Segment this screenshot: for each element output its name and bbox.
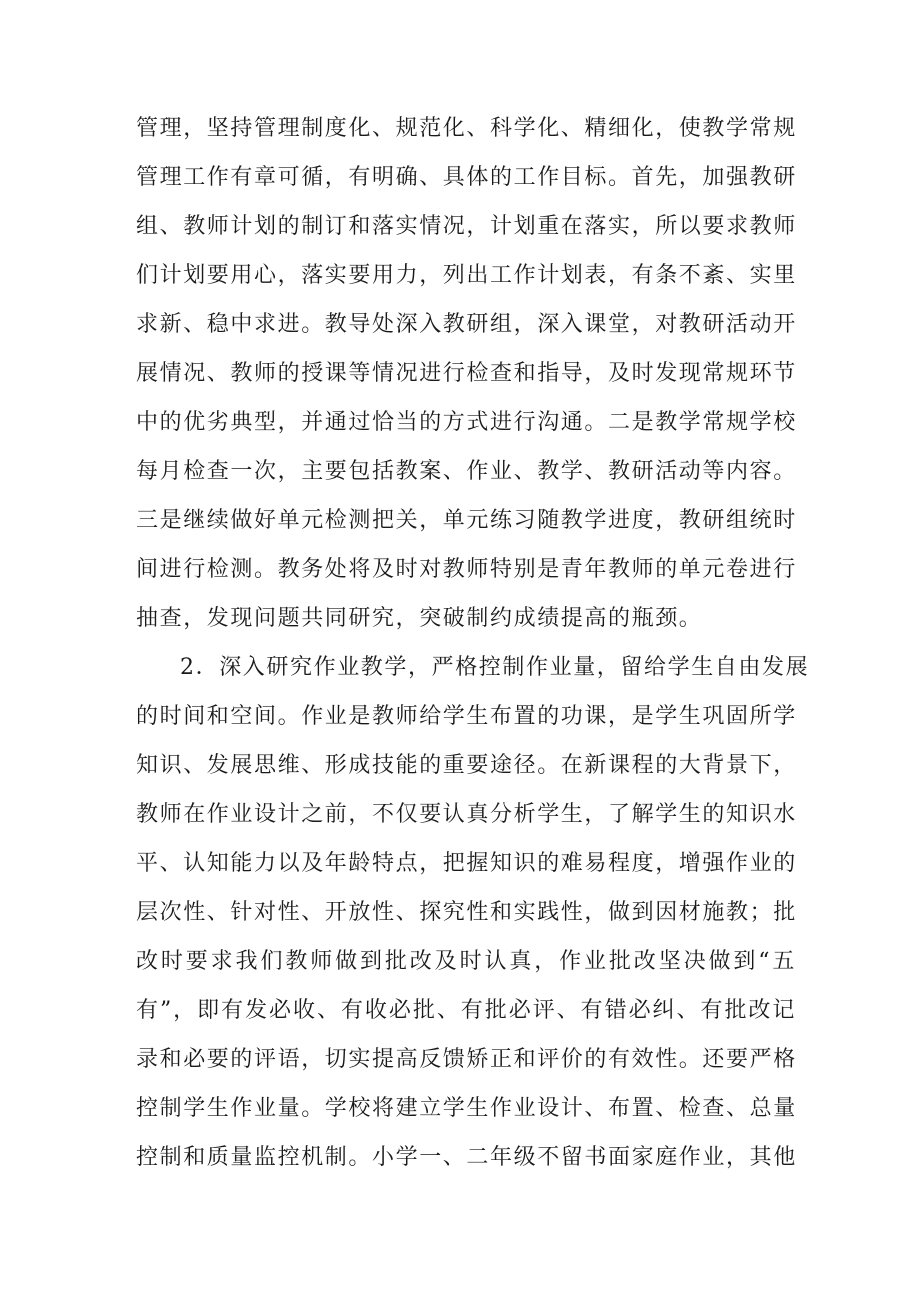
text-line: 控制和质量监控机制。小学一、二年级不留书面家庭作业，其他: [136, 1145, 797, 1170]
text-line: 三是继续做好单元检测把关，单元练习随教学进度，教研组统时: [136, 508, 797, 533]
text-line: 间进行检测。教务处将及时对教师特别是青年教师的单元卷进行: [136, 557, 797, 582]
text-line: 层次性、针对性、开放性、探究性和实践性，做到因材施教；批: [136, 900, 797, 925]
text-line: 中的优劣典型，并通过恰当的方式进行沟通。二是教学常规学校: [136, 410, 797, 435]
text-line: 抽查，发现问题共同研究，突破制约成绩提高的瓶颈。: [136, 606, 703, 631]
text-line: 有”，即有发必收、有收必批、有批必评、有错必纠、有批改记: [136, 998, 796, 1023]
paragraph-1: [136, 104, 796, 643]
text-line: 管理工作有章可循，有明确、具体的工作目标。首先，加强教研: [136, 165, 797, 190]
text-line: 管理，坚持管理制度化、规范化、科学化、精细化，使教学常规: [136, 116, 797, 141]
text-line: 知识、发展思维、形成技能的重要途径。在新课程的大背景下，: [136, 753, 797, 778]
text-line: 改时要求我们教师做到批改及时认真，作业批改坚决做到“五: [136, 949, 796, 974]
body-text: [136, 104, 810, 1182]
paragraph-2: [136, 643, 810, 1182]
text-line: 们计划要用心，落实要用力，列出工作计划表，有条不紊、实里: [136, 263, 797, 288]
text-line: 平、认知能力以及年龄特点，把握知识的难易程度，增强作业的: [136, 851, 797, 876]
text-line: 每月检查一次，主要包括教案、作业、教学、教研活动等内容。: [136, 459, 797, 484]
text-line: 展情况、教师的授课等情况进行检查和指导，及时发现常规环节: [136, 361, 797, 386]
text-line: 控制学生作业量。学校将建立学生作业设计、布置、检查、总量: [136, 1096, 797, 1121]
text-line: 教师在作业设计之前，不仅要认真分析学生，了解学生的知识水: [136, 802, 797, 827]
text-line: 组、教师计划的制订和落实情况，计划重在落实，所以要求教师: [136, 214, 797, 239]
text-line: 求新、稳中求进。教导处深入教研组，深入课堂，对教研活动开: [136, 312, 797, 337]
text-line: 2．深入研究作业教学，严格控制作业量，留给学生自由发展: [180, 655, 810, 680]
text-line: 的时间和空间。作业是教师给学生布置的功课，是学生巩固所学: [136, 704, 797, 729]
text-line: 录和必要的评语，切实提高反馈矫正和评价的有效性。还要严格: [136, 1047, 797, 1072]
